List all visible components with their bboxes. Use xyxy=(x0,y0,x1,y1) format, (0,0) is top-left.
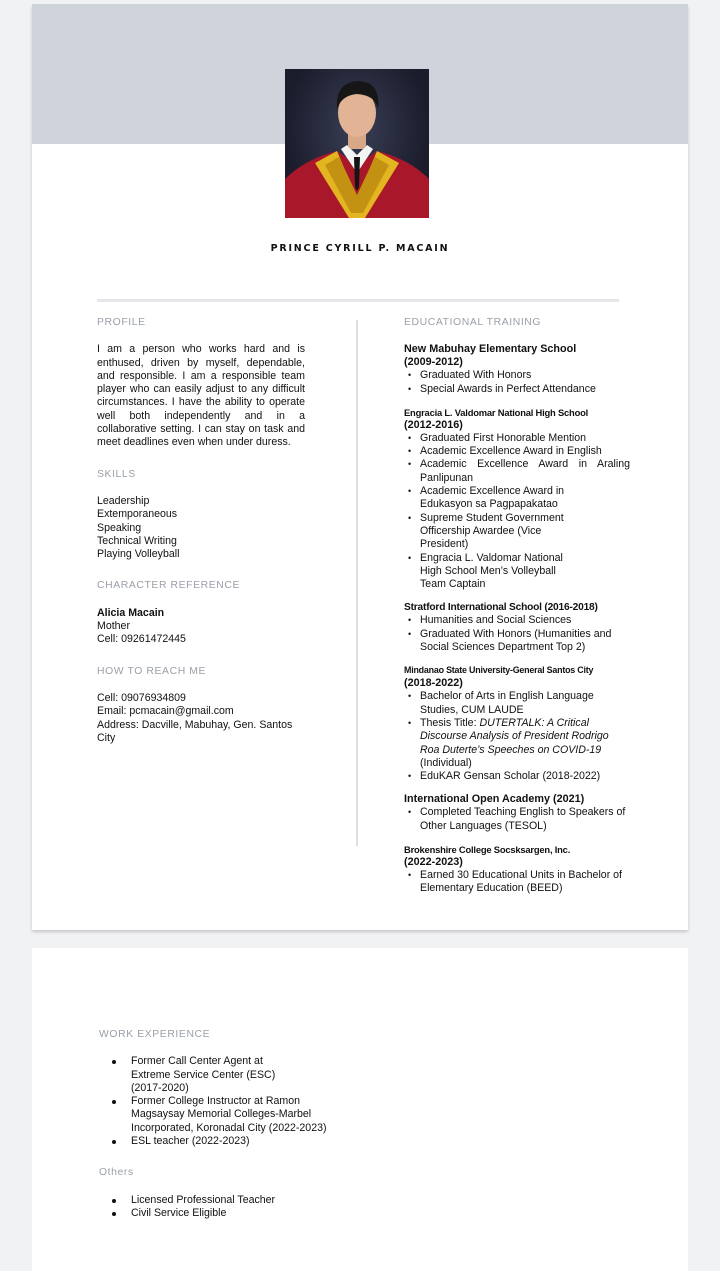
column-divider xyxy=(356,320,358,846)
skills-section xyxy=(97,468,305,562)
award-item: • Graduated With Honors xyxy=(404,369,630,382)
thesis-title: DUTERTALK: A Critical Discourse Analysis of President Rodrigo Roa Duterte’s Speeches on COVID-19 xyxy=(420,716,609,756)
work-section xyxy=(99,1028,329,1148)
school-years: (2012-2016) xyxy=(404,418,463,431)
school-years: (2018-2022) xyxy=(404,677,463,690)
school-name: Engracia L. Valdomar National High School xyxy=(404,406,589,418)
school-name: International Open Academy (2021) xyxy=(404,793,585,806)
profile-heading: PROFILE xyxy=(97,317,146,328)
school-years: (2009-2012) xyxy=(404,356,463,369)
education-entry xyxy=(404,843,630,896)
education-entry xyxy=(404,343,630,396)
award-item: • Humanities and Social Sciences xyxy=(404,614,630,627)
contact-section xyxy=(97,665,305,745)
education-entry xyxy=(404,601,630,654)
work-item: ESL teacher (2022-2023) xyxy=(99,1135,329,1148)
award-item: • Academic Excellence Award in Edukasyon sa Pagpapakatao xyxy=(404,485,630,512)
award-item: • Completed Teaching English to Speakers of Other Languages (TESOL) xyxy=(404,806,630,833)
award-item: • Supreme Student Government Officership Awardee (Vice President) xyxy=(404,512,630,552)
profile-text: I am a person who works hard and is enthused, driven by myself, dependable, and responsible. I am a responsible team player who can easily adjust to any difficult circumstances. I have the ability to operate well both independently and in a collaborative setting. I can stay on task and meet deadlines even when under duress. xyxy=(97,343,305,449)
others-section xyxy=(99,1166,329,1220)
award-item: • Academic Excellence Award in English xyxy=(404,445,630,458)
education-entry xyxy=(404,406,630,592)
award-item: • Graduated With Honors (Humanities and Social Sciences Department Top 2) xyxy=(404,628,630,655)
scholar-item: • EduKAR Gensan Scholar (2018-2022) xyxy=(404,770,630,783)
thesis-suffix: (Individual) xyxy=(420,756,472,769)
candidate-name: PRINCE CYRILL P. MACAIN xyxy=(270,243,450,254)
resume-page-1 xyxy=(32,4,688,930)
school-name: New Mabuhay Elementary School xyxy=(404,343,577,356)
contact-email: Email: pcmacain@gmail.com xyxy=(97,705,234,718)
right-column xyxy=(404,316,630,906)
skill-item: Playing Volleyball xyxy=(97,548,180,561)
award-item: • Earned 30 Educational Units in Bachelor of Elementary Education (BEED) xyxy=(404,869,630,896)
resume-page-2 xyxy=(32,948,688,1271)
education-entry xyxy=(404,664,630,783)
skill-item: Technical Writing xyxy=(97,534,177,547)
others-item: Civil Service Eligible xyxy=(99,1207,329,1220)
page2-column xyxy=(99,1028,329,1238)
award-item: • Academic Excellence Award in Araling Panlipunan xyxy=(404,458,630,485)
thesis-prefix: Thesis Title: xyxy=(420,716,480,729)
degree-item: • Bachelor of Arts in English Language Studies, CUM LAUDE xyxy=(404,690,630,717)
profile-photo xyxy=(285,69,429,218)
others-item: Licensed Professional Teacher xyxy=(99,1194,329,1207)
header-divider xyxy=(97,299,619,302)
thesis-item xyxy=(404,717,630,770)
work-heading: WORK EXPERIENCE xyxy=(99,1029,211,1040)
education-heading: EDUCATIONAL TRAINING xyxy=(404,317,542,328)
reference-heading: CHARACTER REFERENCE xyxy=(97,580,241,592)
award-item: • Engracia L. Valdomar National High School Men’s Volleyball Team Captain xyxy=(404,552,630,592)
reference-section xyxy=(97,579,305,646)
reference-name: Alicia Macain xyxy=(97,606,165,619)
skills-heading: SKILLS xyxy=(97,468,136,480)
work-item: Former College Instructor at Ramon Magsaysay Memorial Colleges-Marbel Incorporated, Koronadal City (2022-2023) xyxy=(99,1095,329,1135)
skill-item: Leadership xyxy=(97,494,150,507)
left-column xyxy=(97,316,305,763)
skill-item: Speaking xyxy=(97,521,142,534)
award-item: • Graduated First Honorable Mention xyxy=(404,432,630,445)
award-item: • Special Awards in Perfect Attendance xyxy=(404,383,630,396)
contact-cell: Cell: 09076934809 xyxy=(97,691,186,704)
school-name: Brokenshire College Socsksargen, Inc. xyxy=(404,844,571,856)
others-heading: Others xyxy=(99,1167,134,1179)
contact-heading: HOW TO REACH ME xyxy=(97,665,207,677)
skill-item: Extemporaneous xyxy=(97,508,178,521)
contact-address: Address: Dacville, Mabuhay, Gen. Santos City xyxy=(97,718,293,744)
education-entry xyxy=(404,793,630,833)
school-name: Stratford International School (2016-2018) xyxy=(404,602,598,614)
reference-relation: Mother xyxy=(97,620,130,633)
school-name: Mindanao State University-General Santos City xyxy=(404,665,594,676)
work-item: Former Call Center Agent at Extreme Service Center (ESC) (2017-2020) xyxy=(99,1055,329,1095)
school-years: (2022-2023) xyxy=(404,856,463,869)
reference-cell: Cell: 09261472445 xyxy=(97,633,186,646)
profile-section xyxy=(97,316,305,450)
